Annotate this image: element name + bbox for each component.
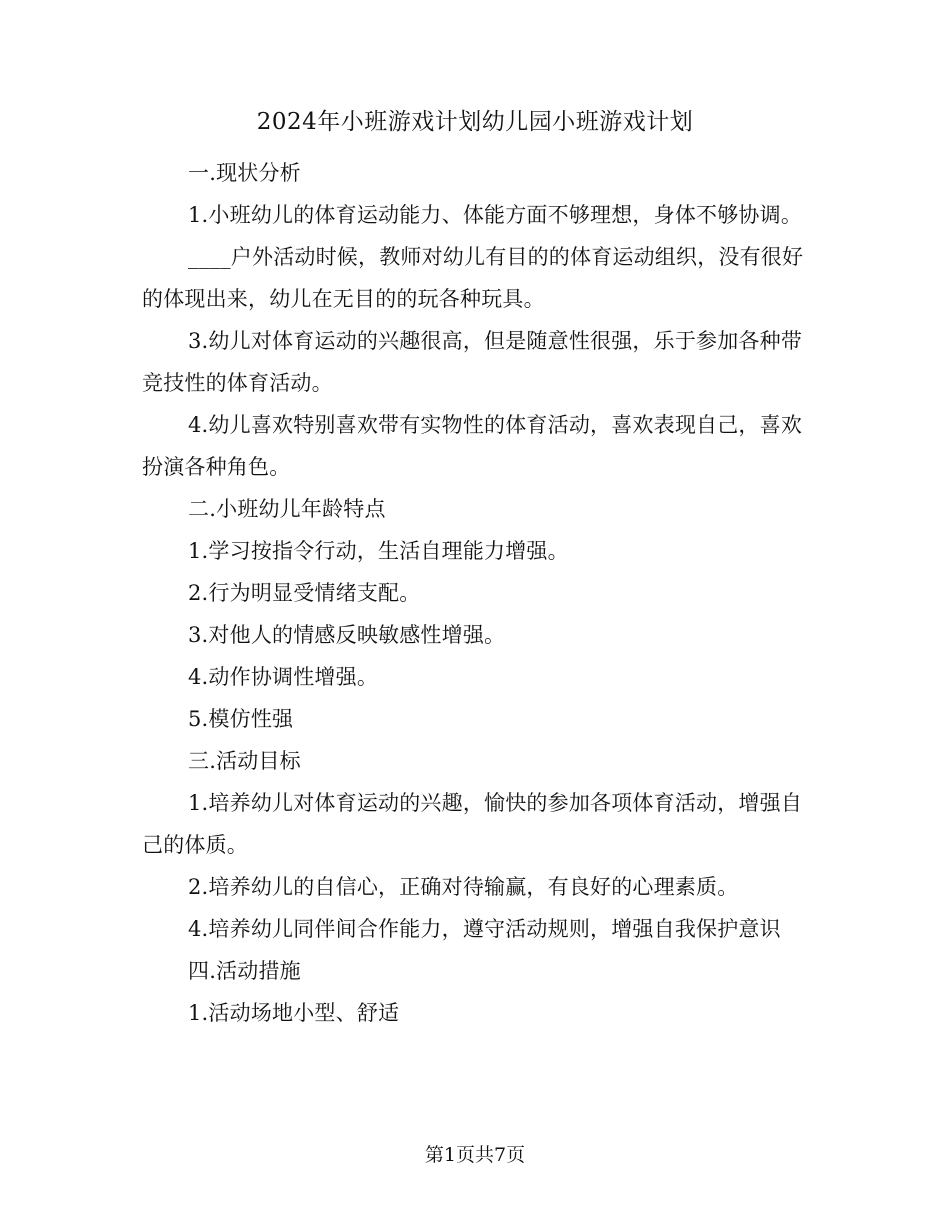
page-number-footer: 第1页共7页 — [424, 1144, 526, 1166]
paragraph: 5.模仿性强 — [188, 707, 294, 731]
paragraph: 1.小班幼儿的体育运动能力、体能方面不够理想，身体不够协调。 — [188, 203, 803, 227]
paragraph: 2.培养幼儿的自信心，正确对待输赢，有良好的心理素质。 — [188, 875, 739, 899]
section-heading-3: 三.活动目标 — [188, 749, 301, 773]
paragraph: 3.幼儿对体育运动的兴趣很高，但是随意性很强，乐于参加各种带竞技性的体育活动。 — [142, 329, 803, 395]
section-heading-4: 四.活动措施 — [188, 959, 301, 983]
section-heading-1: 一.现状分析 — [188, 161, 301, 185]
paragraph: 3.对他人的情感反映敏感性增强。 — [188, 623, 506, 647]
section-heading-2: 二.小班幼儿年龄特点 — [188, 497, 386, 521]
paragraph: 4.培养幼儿同伴间合作能力，遵守活动规则，增强自我保护意识 — [188, 917, 781, 941]
paragraph: 4.动作协调性增强。 — [188, 665, 379, 689]
paragraph: 1.学习按指令行动，生活自理能力增强。 — [188, 539, 569, 563]
paragraph: 2.行为明显受情绪支配。 — [188, 581, 421, 605]
document-title: 2024年小班游戏计划幼儿园小班游戏计划 — [256, 109, 694, 135]
paragraph: 1.培养幼儿对体育运动的兴趣，愉快的参加各项体育活动，增强自己的体质。 — [142, 791, 803, 857]
paragraph: ____户外活动时候，教师对幼儿有目的的体育运动组织，没有很好的体现出来，幼儿在无目的的玩各种玩具。 — [142, 245, 804, 311]
document-body — [142, 152, 804, 1034]
paragraph: 1.活动场地小型、舒适 — [188, 1001, 400, 1025]
paragraph: 4.幼儿喜欢特别喜欢带有实物性的体育活动，喜欢表现自己，喜欢扮演各种角色。 — [142, 413, 803, 479]
